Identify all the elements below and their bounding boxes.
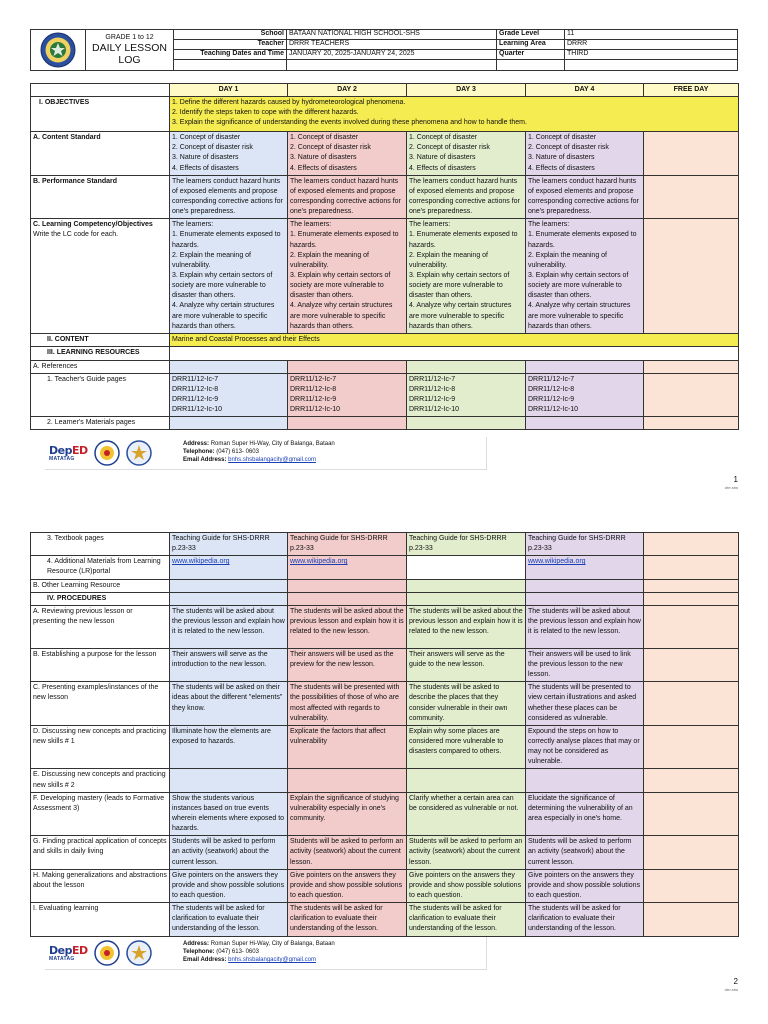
textbook-day-1: Teaching Guide for SHS-DRRR p.23-33 — [170, 533, 288, 556]
performance-standard-label: B. Performance Standard — [31, 175, 170, 219]
lesson-table-page-2 — [30, 532, 739, 937]
procedure-row-g: G. Finding practical application of concepts and skills in daily living Students will be asked to perform an activity (seatwork) about the current lesson. Students will be asked to perform an activity (seatwork) about the current lesson. Students will be asked to perform an activity (seatwork) about the current lesson. Students will be asked to perform an activity (seatwork) about the current lesson. — [31, 836, 739, 869]
bagong-pilipinas-logo — [94, 440, 120, 466]
learners-materials-row — [31, 417, 739, 430]
additional-materials-row — [31, 556, 739, 579]
content-standard-day-1: 1. Concept of disaster 2. Concept of disaster risk 3. Nature of disasters 4. Effects of disasters — [170, 132, 288, 176]
email-link[interactable]: bnhs.shsbalangacity@gmail.com — [228, 456, 316, 463]
tg-codes-free-day — [644, 373, 739, 417]
page-2-footer — [45, 937, 487, 970]
content-label: II. CONTENT — [31, 334, 170, 347]
dates-label: Teaching Dates and Time — [174, 50, 287, 60]
teachers-guide-label: 1. Teacher's Guide pages — [31, 373, 170, 417]
dll-title-block — [86, 30, 174, 70]
page-footer-code: drrr.shs — [724, 485, 738, 490]
quarter-value: THIRD — [565, 50, 737, 60]
competency-day-2: The learners: 1. Enumerate elements exposed to hazards. 2. Explain the meaning of vulnerability. 3. Explain why certain sectors of society are more vulnerable to disaster than others. 4. Analyze why certain structures are more vulnerable to specific hazards than others. — [288, 219, 407, 334]
procedures-header-row — [31, 592, 739, 605]
performance-standard-row — [31, 175, 739, 219]
content-standard-row — [31, 132, 739, 176]
day-1-header: DAY 1 — [170, 84, 288, 97]
procedure-row-h: H. Making generalizations and abstractions about the lesson Give pointers on the answers they provide and show possible solutions to each question. Give pointers on the answers they provide and show possible solutions to each question. Give pointers on the answers they provide and show possible solutions to each question. Give pointers on the answers they provide and show possible solutions to each question. — [31, 869, 739, 902]
performance-standard-free-day — [644, 175, 739, 219]
teacher-value: DRRR TEACHERS — [287, 40, 497, 50]
teacher-label: Teacher — [174, 40, 287, 50]
footer-contact: Address: Roman Super Hi-Way, City of Balanga, Bataan Telephone: (047) 613- 0603 Email Address: bnhs.shsbalangacity@gmail.com — [183, 941, 335, 963]
objective-line: 3. Explain the significance of understanding the events involved during these phenomena and how to handle them. — [172, 119, 527, 127]
title-line-1: DAILY LESSON — [92, 42, 167, 55]
competency-label: C. Learning Competency/Objectives Write the LC code for each. — [31, 219, 170, 334]
day-header-row — [31, 84, 739, 97]
references-label: A. References — [31, 360, 170, 373]
performance-standard-day-1: The learners conduct hazard hunts of exposed elements and propose corresponding corrective actions for one's preparedness. — [170, 175, 288, 219]
content-standard-day-3: 1. Concept of disaster 2. Concept of disaster risk 3. Nature of disasters 4. Effects of disasters — [407, 132, 526, 176]
wikipedia-link[interactable]: www.wikipedia.org — [528, 558, 586, 566]
competency-sublabel: Write the LC code for each. — [33, 231, 119, 239]
competency-free-day — [644, 219, 739, 334]
content-text: Marine and Coastal Processes and their Effects — [170, 334, 739, 347]
header-empty-cell — [174, 60, 287, 70]
page-footer-code: drrr.shs — [724, 987, 738, 992]
deped-matatag-logo: DepED MATATAG — [49, 443, 88, 462]
school-value: BATAAN NATIONAL HIGH SCHOOL-SHS — [287, 30, 497, 40]
textbook-day-4: Teaching Guide for SHS-DRRR p.23-33 — [526, 533, 644, 556]
objective-line: 1. Define the different hazards caused by hydrometeorological phenomena. — [172, 99, 406, 107]
competency-day-1: The learners: 1. Enumerate elements exposed to hazards. 2. Explain the meaning of vulnerability. 3. Explain why certain sectors of society are more vulnerable to disaster than others. 4. Analyze why certain structures are more vulnerable to specific hazards than others. — [170, 219, 288, 334]
footer-logos — [45, 440, 175, 466]
teachers-guide-row — [31, 373, 739, 417]
wikipedia-link[interactable]: www.wikipedia.org — [172, 558, 230, 566]
performance-standard-day-2: The learners conduct hazard hunts of exposed elements and propose corresponding corrective actions for one's preparedness. — [288, 175, 407, 219]
page-number: 1 — [733, 475, 738, 484]
learning-area-label: Learning Area — [497, 40, 565, 50]
deped-matatag-logo: DepED MATATAG — [49, 943, 88, 962]
procedures-label: IV. PROCEDURES — [31, 592, 170, 605]
header-empty-cell — [565, 60, 737, 70]
objective-line: 2. Identify the steps taken to cope with the different hazards. — [172, 109, 359, 117]
procedure-row-a: A. Reviewing previous lesson or presenting the new lesson The students will be asked about the previous lesson and explain how it is related to the new lesson. The students will be asked about the previous lesson and explain how it is related to the new lesson. The students will be asked about the previous lesson and explain how it is related to the new lesson. The students will be asked about the previous lesson and explain how it is related to the new lesson. — [31, 605, 739, 648]
learning-resources-row — [31, 347, 739, 360]
footer-contact: Address: Roman Super Hi-Way, City of Balanga, Bataan Telephone: (047) 613- 0603 Email Address: bnhs.shsbalangacity@gmail.com — [183, 441, 335, 463]
school-seal-logo — [126, 940, 152, 966]
textbook-day-2: Teaching Guide for SHS-DRRR p.23-33 — [288, 533, 407, 556]
performance-standard-day-4: The learners conduct hazard hunts of exposed elements and propose corresponding corrective actions for one's preparedness. — [526, 175, 644, 219]
header-info-grid — [174, 30, 737, 70]
dates-value: JANUARY 20, 2025-JANUARY 24, 2025 — [287, 50, 497, 60]
content-standard-free-day — [644, 132, 739, 176]
page-1-footer — [45, 437, 487, 470]
email-link[interactable]: bnhs.shsbalangacity@gmail.com — [228, 956, 316, 963]
lesson-table-page-1 — [30, 83, 739, 430]
bagong-pilipinas-logo — [94, 940, 120, 966]
grade-range: GRADE 1 to 12 — [105, 33, 154, 41]
tg-codes-day-3: DRR11/12-Ic-7 DRR11/12-Ic-8 DRR11/12-Ic-9 DRR11/12-Ic-10 — [407, 373, 526, 417]
additional-materials-label: 4. Additional Materials from Learning Resource (LR)portal — [31, 556, 170, 579]
school-label: School — [174, 30, 287, 40]
content-standard-label: A. Content Standard — [31, 132, 170, 176]
corner-cell — [31, 84, 170, 97]
day-4-header: DAY 4 — [526, 84, 644, 97]
other-resource-label: B. Other Learning Resource — [31, 579, 170, 592]
learning-resources-label: III. LEARNING RESOURCES — [31, 347, 170, 360]
objectives-label: I. OBJECTIVES — [31, 97, 170, 132]
textbook-free-day — [644, 533, 739, 556]
procedure-row-d: D. Discussing new concepts and practicing new skills # 1 Illuminate how the elements are exposed to hazards. Explicate the factors that affect vulnerability Explain why some places are considered more vulnerable to disasters compared to others. Expound the steps on how to correctly analyse places that may or may not be considered as vulnerable. — [31, 725, 739, 769]
day-3-header: DAY 3 — [407, 84, 526, 97]
references-row — [31, 360, 739, 373]
textbook-row — [31, 533, 739, 556]
grade-level-value: 11 — [565, 30, 737, 40]
other-resource-row — [31, 579, 739, 592]
objectives-row — [31, 97, 739, 132]
objectives-text — [170, 97, 739, 132]
deped-seal-logo — [31, 30, 86, 70]
learners-materials-label: 2. Learner's Materials pages — [31, 417, 170, 430]
content-row — [31, 334, 739, 347]
textbook-label: 3. Textbook pages — [31, 533, 170, 556]
free-day-header: FREE DAY — [644, 84, 739, 97]
textbook-day-3: Teaching Guide for SHS-DRRR p.23-33 — [407, 533, 526, 556]
school-seal-logo — [126, 440, 152, 466]
procedure-row-b: B. Establishing a purpose for the lesson Their answers will serve as the introduction to the new lesson. Their answers will be used as the preview for the new lesson. Their answers will serve as the guide to the new lesson. Their answers will be used to link the previous lesson to the new lesson. — [31, 648, 739, 681]
dll-header — [30, 29, 738, 71]
tg-codes-day-4: DRR11/12-Ic-7 DRR11/12-Ic-8 DRR11/12-Ic-9 DRR11/12-Ic-10 — [526, 373, 644, 417]
title-line-2: LOG — [118, 54, 141, 67]
competency-row — [31, 219, 739, 334]
header-empty-cell — [287, 60, 497, 70]
header-empty-cell — [497, 60, 565, 70]
procedure-row-c: C. Presenting examples/instances of the new lesson The students will be asked on their ideas about the different "elements" they know. The students will be presented with the possibilities of those of who are most affected with regards to vulnerability. The students will be asked to describe the places that they consider vulnerable in their own community. The students will be presented to view certain illustrations and asked whether these places can be considered as vulnerable. — [31, 682, 739, 726]
content-standard-day-2: 1. Concept of disaster 2. Concept of disaster risk 3. Nature of disasters 4. Effects of disasters — [288, 132, 407, 176]
footer-logos — [45, 940, 175, 966]
wikipedia-link[interactable]: www.wikipedia.org — [290, 558, 348, 566]
page-2 — [0, 512, 768, 1024]
day-2-header: DAY 2 — [288, 84, 407, 97]
page-number: 2 — [733, 977, 738, 986]
grade-level-label: Grade Level — [497, 30, 565, 40]
performance-standard-day-3: The learners conduct hazard hunts of exposed elements and propose corresponding corrective actions for one's preparedness. — [407, 175, 526, 219]
content-standard-day-4: 1. Concept of disaster 2. Concept of disaster risk 3. Nature of disasters 4. Effects of disasters — [526, 132, 644, 176]
procedure-row-f: F. Developing mastery (leads to Formative Assessment 3) Show the students various instances based on true events wherein elements where exposed to hazards. Explain the significance of studying vulnerability especially in one's community. Clarify whether a certain area can be considered as vulnerable or not. Elucidate the significance of determining the vulnerability of an area especially in one's home. — [31, 792, 739, 836]
procedure-row-e: E. Discussing new concepts and practicing new skills # 2 — [31, 769, 739, 792]
page-1 — [0, 0, 768, 500]
tg-codes-day-2: DRR11/12-Ic-7 DRR11/12-Ic-8 DRR11/12-Ic-9 DRR11/12-Ic-10 — [288, 373, 407, 417]
competency-day-4: The learners: 1. Enumerate elements exposed to hazards. 2. Explain the meaning of vulnerability. 3. Explain why certain sectors of society are more vulnerable to disaster than others. 4. Analyze why certain structures are more vulnerable to specific hazards than others. — [526, 219, 644, 334]
competency-day-3: The learners: 1. Enumerate elements exposed to hazards. 2. Explain the meaning of vulnerability. 3. Explain why certain sectors of society are more vulnerable to disaster than others. 4. Analyze why certain structures are more vulnerable to specific hazards than others. — [407, 219, 526, 334]
learning-area-value: DRRR — [565, 40, 737, 50]
quarter-label: Quarter — [497, 50, 565, 60]
tg-codes-day-1: DRR11/12-Ic-7 DRR11/12-Ic-8 DRR11/12-Ic-9 DRR11/12-Ic-10 — [170, 373, 288, 417]
procedure-row-i: I. Evaluating learning The students will be asked for clarification to evaluate their understanding of the lesson. The students will be asked for clarification to evaluate their understanding of the lesson. The students will be asked for clarification to evaluate their understanding of the lesson. The students will be asked for clarification to evaluate their understanding of the lesson. — [31, 903, 739, 936]
